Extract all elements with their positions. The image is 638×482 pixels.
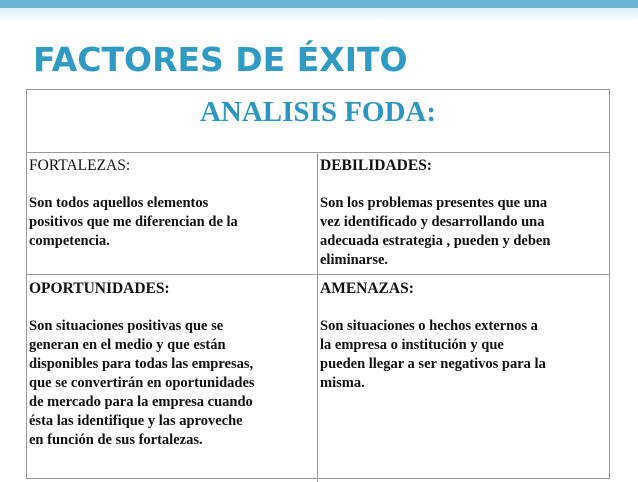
fortalezas-cell [27, 152, 317, 274]
debilidades-body [320, 194, 603, 270]
table-header-cell [27, 90, 609, 153]
oportunidades-cell [27, 275, 317, 480]
oportunidades-line: generan en el medio y que están [29, 337, 226, 353]
fortalezas-body [29, 194, 311, 251]
amenazas-title: AMENAZAS: [320, 280, 414, 297]
top-accent-bar [0, 0, 638, 8]
debilidades-cell [318, 152, 609, 274]
foda-table [26, 89, 610, 479]
debilidades-line: Son los problemas presentes que una [320, 195, 548, 211]
fortalezas-title: FORTALEZAS: [29, 157, 131, 174]
debilidades-line: vez identificado y desarrollando una [320, 214, 545, 230]
oportunidades-line: de mercado para la empresa cuando [29, 394, 253, 410]
slide-title: FACTORES DE ÉXITO [33, 40, 408, 79]
fortalezas-line: competencia. [29, 233, 110, 249]
oportunidades-body [29, 317, 311, 450]
amenazas-cell [318, 275, 609, 480]
amenazas-line: pueden llegar a ser negativos para la [320, 356, 546, 372]
fortalezas-line: positivos que me diferencian de la [29, 214, 238, 230]
oportunidades-line: Son situaciones positivas que se [29, 318, 224, 334]
amenazas-line: la empresa o institución y que [320, 337, 504, 353]
debilidades-line: adecuada estrategia , pueden y deben [320, 233, 551, 249]
debilidades-line: eliminarse. [320, 252, 389, 268]
oportunidades-line: ésta las identifique y las aproveche [29, 413, 243, 429]
fortalezas-line: Son todos aquellos elementos [29, 195, 209, 211]
top-accent-shade [0, 8, 638, 22]
amenazas-body [320, 317, 603, 393]
oportunidades-line: disponibles para todas las empresas, [29, 356, 254, 372]
debilidades-title: DEBILIDADES: [320, 157, 432, 174]
amenazas-line: Son situaciones o hechos externos a [320, 318, 538, 334]
oportunidades-title: OPORTUNIDADES: [29, 280, 170, 297]
table-header-title: ANALISIS FODA: [199, 96, 437, 128]
oportunidades-line: en función de sus fortalezas. [29, 432, 203, 448]
oportunidades-line: que se convertirán en oportunidades [29, 375, 255, 391]
amenazas-line: misma. [320, 375, 365, 391]
